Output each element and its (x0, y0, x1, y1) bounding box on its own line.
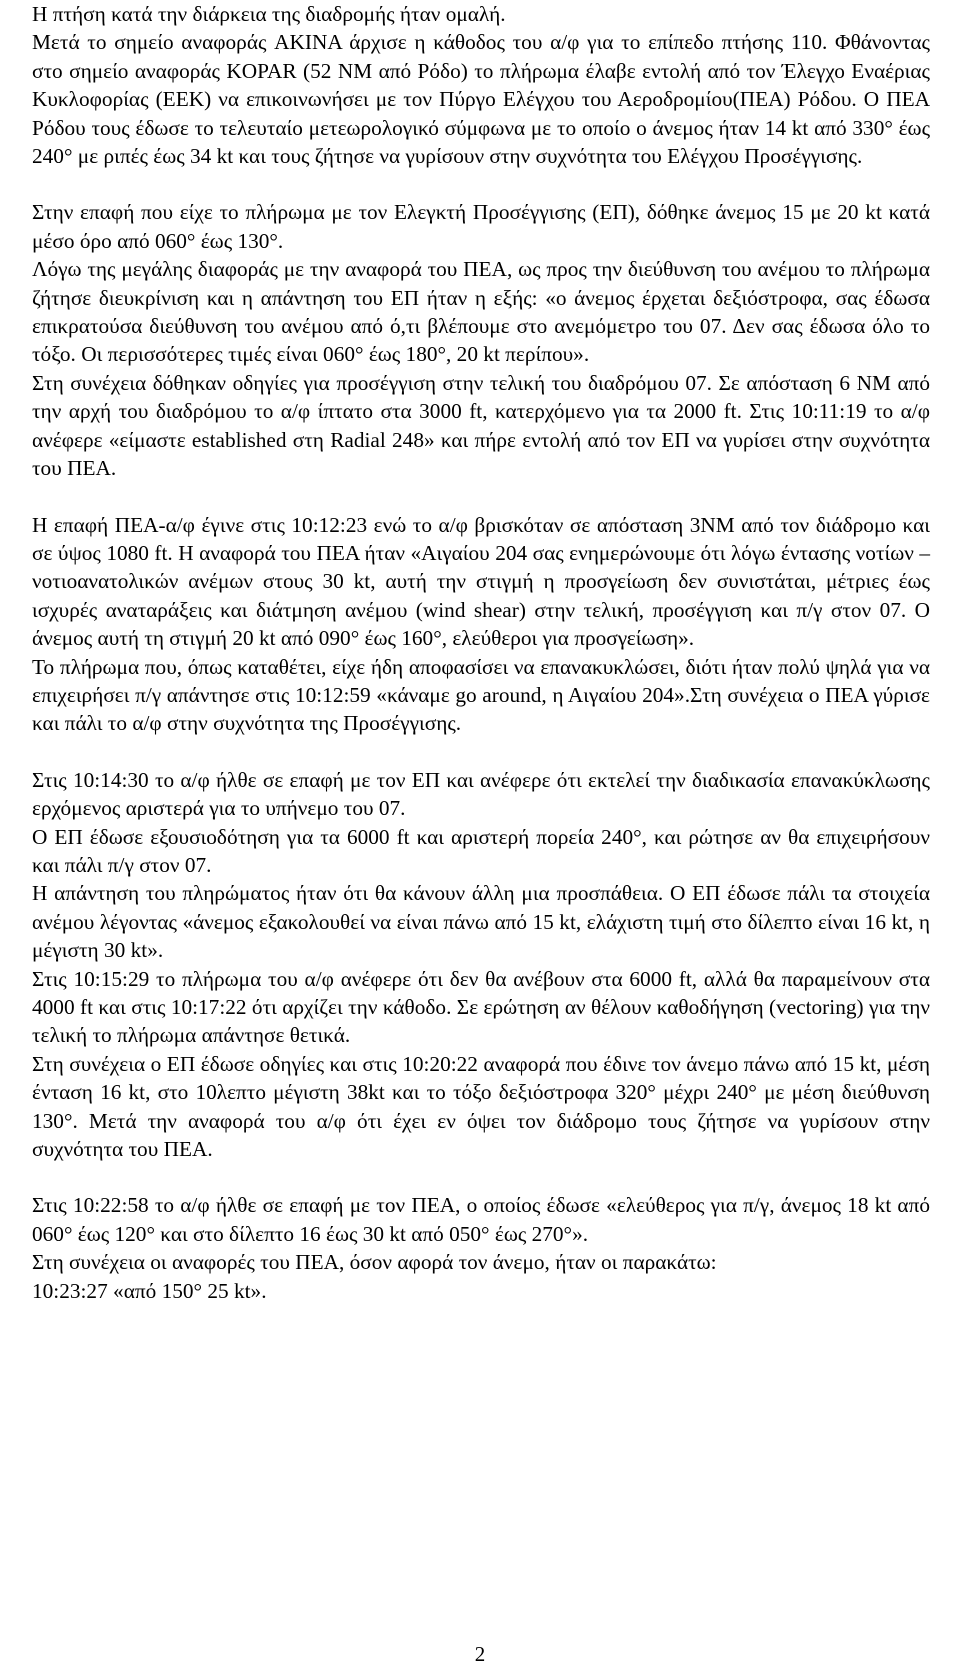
page-number: 2 (474, 1642, 486, 1666)
paragraph-7: Το πλήρωμα που, όπως καταθέτει, είχε ήδη αποφασίσει να επανακυκλώσει, διότι ήταν πολύ ψηλά για να επιχειρήσει π/γ απάντησε στις 10:12:59 «κάναμε go around, η Αιγαίου 204».Στη συνέχεια ο ΠΕΑ γύρισε και πάλι το α/φ στην συχνότητα της Προσέγγισης. (32, 654, 930, 736)
paragraph-gap (32, 170, 930, 198)
paragraph-gap (32, 738, 930, 766)
document-page (32, 0, 930, 1305)
paragraph-1: Η πτήση κατά την διάρκεια της διαδρομής ήταν ομαλή. (32, 2, 506, 26)
paragraph-11: Στις 10:15:29 το πλήρωμα του α/φ ανέφερε ότι δεν θα ανέβουν στα 6000 ft, αλλά θα παραμείνουν στα 4000 ft και στις 10:17:22 ότι αρχίζει την κάθοδο. Σε ερώτηση αν θέλουν καθοδήγηση (vectoring) για την τελική το πλήρωμα απάντησε θετικά. (32, 966, 930, 1048)
paragraph-6: Η επαφή ΠΕΑ-α/φ έγινε στις 10:12:23 ενώ το α/φ βρισκόταν σε απόσταση 3NM από τον διάδρομο και σε ύψος 1080 ft. Η αναφορά του ΠΕΑ ήταν «Αιγαίου 204 σας ενημερώνουμε ότι λόγω έντασης νοτίων – νοτιοανατολικών ανέμων στους 30 kt, αυτή την στιγμή η προσγείωση δεν συνιστάται, μέτριες έως ισχυρές αναταράξεις και διάτμηση ανέμου (wind shear) στην τελική, προσέγγιση και π/γ στον 07. Ο άνεμος αυτή τη στιγμή 20 kt από 090° έως 160°, ελεύθεροι για προσγείωση». (32, 512, 930, 651)
paragraph-14: Στη συνέχεια οι αναφορές του ΠΕΑ, όσον αφορά τον άνεμο, ήταν οι παρακάτω: (32, 1250, 717, 1275)
paragraph-12: Στη συνέχεια ο ΕΠ έδωσε οδηγίες και στις 10:20:22 αναφορά που έδινε τον άνεμο πάνω από 15 kt, μέση ένταση 16 kt, στο 10λεπτο μέγιστη 38kt και το τόξο δεξιόστροφα 320° μέχρι 240° με μέση διεύθυνση 130°. Μετά την αναφορά του α/φ ότι έχει εν όψει τον διάδρομο τους ζήτησε να γυρίσουν στην συχνότητα του ΠΕΑ. (32, 1051, 930, 1162)
paragraph-4: Λόγω της μεγάλης διαφοράς με την αναφορά του ΠΕΑ, ως προς την διεύθυνση του ανέμου το πλήρωμα ζήτησε διευκρίνιση και η απάντηση του ΕΠ ήταν η εξής: «ο άνεμος έρχεται δεξιόστροφα, σας έδωσα επικρατούσα διεύθυνση του ανέμου από ό,τι βλέπουμε στο ανεμόμετρο του 07. Δεν σας έδωσα όλο το τόξο. Οι περισσότερες τιμές είναι 060° έως 180°, 20 kt περίπου». (32, 257, 930, 367)
paragraph-2: Μετά το σημείο αναφοράς AKINA άρχισε η κάθοδος του α/φ για το επίπεδο πτήσης 110. Φθάνοντας στο σημείο αναφοράς KOPAR (52 NM από Ρόδο) το πλήρωμα έλαβε εντολή από τον Έλεγχο Εναέριας Κυκλοφορίας (ΕΕΚ) να επικοινωνήσει με τον Πύργο Ελέγχου του Αεροδρομίου(ΠΕΑ) Ρόδου. Ο ΠΕΑ Ρόδου τους έδωσε το τελευταίο μετεωρολογικό σύμφωνα με το οποίο ο άνεμος ήταν 14 kt από 330° έως 240° με ριπές έως 34 kt και τους ζήτησε να γυρίσουν στην συχνότητα του Ελέγχου Προσέγγισης. (32, 30, 930, 169)
paragraph-9: Ο ΕΠ έδωσε εξουσιοδότηση για τα 6000 ft και αριστερή πορεία 240°, και ρώτησε αν θα επιχειρήσουν και πάλι π/γ στον 07. (32, 824, 930, 877)
paragraph-13: Στις 10:22:58 το α/φ ήλθε σε επαφή με τον ΠΕΑ, ο οποίος έδωσε «ελεύθερος για π/γ, άνεμος 18 kt από 060° έως 120° και στο δίλεπτο 16 έως 30 kt από 050° έως 270°». (32, 1193, 930, 1246)
paragraph-5: Στη συνέχεια δόθηκαν οδηγίες για προσέγγιση στην τελική του διαδρόμου 07. Σε απόσταση 6 NM από την αρχή του διαδρόμου το α/φ ίπτατο στα 3000 ft, κατερχόμενο για τα 2000 ft. Στις 10:11:19 το α/φ ανέφερε «είμαστε established στη Radial 248» και πήρε εντολή από τον ΕΠ να γυρίσει στην συχνότητα του ΠΕΑ. (32, 370, 930, 481)
paragraph-gap (32, 1163, 930, 1191)
paragraph-8: Στις 10:14:30 το α/φ ήλθε σε επαφή με τον ΕΠ και ανέφερε ότι εκτελεί την διαδικασία επανακύκλωσης ερχόμενος αριστερά για το υπήνεμο του 07. (32, 767, 930, 821)
paragraph-3: Στην επαφή που είχε το πλήρωμα με τον Ελεγκτή Προσέγγισης (ΕΠ), δόθηκε άνεμος 15 με 20 kt κατά μέσο όρο από 060° έως 130°. (32, 200, 930, 253)
paragraph-10: Η απάντηση του πληρώματος ήταν ότι θα κάνουν άλλη μια προσπάθεια. Ο ΕΠ έδωσε πάλι τα στοιχεία ανέμου λέγοντας «άνεμος εξακολουθεί να είναι πάνω από 15 kt, ελάχιστη τιμή στο δίλεπτο είναι 16 kt, η μέγιστη 30 kt». (32, 881, 930, 963)
paragraph-gap (32, 483, 930, 511)
paragraph-15: 10:23:27 «από 150° 25 kt». (32, 1278, 267, 1303)
